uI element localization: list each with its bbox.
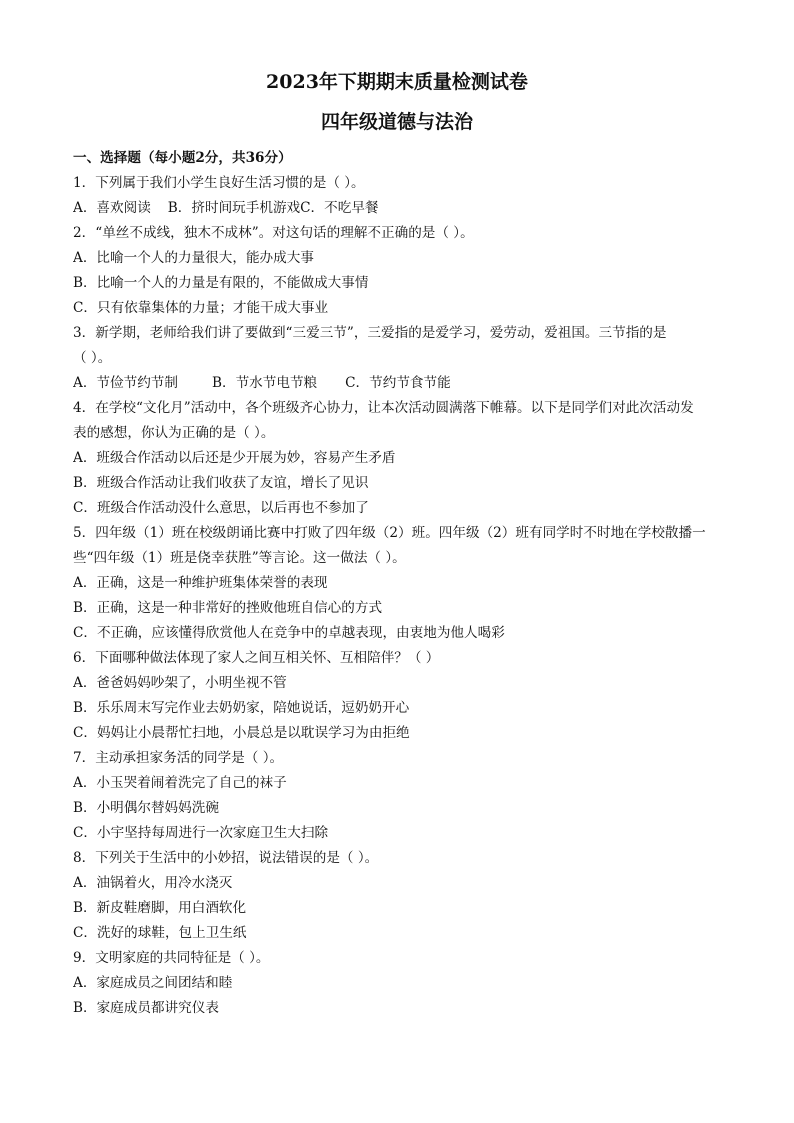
- answer-option: B．节水节电节粮: [211, 375, 318, 391]
- answer-option: C．洗好的球鞋，包上卫生纸: [73, 925, 247, 941]
- question-stem: （ ）。: [73, 350, 112, 366]
- option-row: [73, 196, 725, 221]
- answer-option: C．节约节食节能: [345, 375, 451, 391]
- question-stem: 1．下列属于我们小学生良好生活习惯的是（ ）。: [73, 175, 365, 191]
- question-stem: 5．四年级（1）班在校级朗诵比赛中打败了四年级（2）班。四年级（2）班有同学时不时地在学校散播一: [73, 525, 706, 541]
- answer-option: B．正确，这是一种非常好的挫败他班自信心的方式: [73, 600, 383, 616]
- question-stem: 3．新学期，老师给我们讲了要做到“三爱三节”，三爱指的是爱学习，爱劳动，爱祖国。三节指的是: [73, 325, 667, 341]
- answer-option: B．挤时间玩手机游戏: [167, 200, 301, 216]
- exam-subtitle: 四年级道德与法治: [320, 111, 473, 133]
- answer-option: B．小明偶尔替妈妈洗碗: [73, 800, 219, 816]
- answer-option: B．乐乐周末写完作业去奶奶家，陪她说话，逗奶奶开心: [73, 700, 410, 716]
- answer-option: B．家庭成员都讲究仪表: [73, 1000, 219, 1016]
- question-list: [73, 146, 725, 1021]
- question-stem: 4．在学校“文化月”活动中，各个班级齐心协力，让本次活动圆满落下帷幕。以下是同学们对此次活动发: [73, 400, 694, 416]
- option-row: [73, 371, 725, 396]
- answer-option: A．正确，这是一种维护班集体荣誉的表现: [73, 575, 328, 591]
- answer-option: A．小玉哭着闹着洗完了自己的袜子: [73, 775, 287, 791]
- answer-option: A．家庭成员之间团结和睦: [73, 975, 233, 991]
- answer-option: C．小宇坚持每周进行一次家庭卫生大扫除: [73, 825, 329, 841]
- answer-option: A．喜欢阅读: [73, 200, 151, 216]
- question-stem: 些“四年级（1）班是侥幸获胜”等言论。这一做法（ ）。: [73, 550, 406, 566]
- answer-option: C．不正确，应该懂得欣赏他人在竞争中的卓越表现，由衷地为他人喝彩: [73, 625, 505, 641]
- answer-option: A．班级合作活动以后还是少开展为妙，容易产生矛盾: [73, 450, 396, 466]
- question-stem: 9．文明家庭的共同特征是（ ）。: [73, 950, 270, 966]
- answer-option: A．油锅着火，用冷水浇灭: [73, 875, 233, 891]
- answer-option: B．比喻一个人的力量是有限的，不能做成大事情: [73, 275, 369, 291]
- section-heading: 一、选择题（每小题2分，共36分）: [73, 150, 292, 166]
- answer-option: C．班级合作活动没什么意思，以后再也不参加了: [73, 500, 369, 516]
- answer-option: B．新皮鞋磨脚，用白酒软化: [73, 900, 247, 916]
- question-stem: 6．下面哪种做法体现了家人之间互相关怀、互相陪伴？（ ）: [73, 650, 440, 666]
- exam-title: 2023年下期期末质量检测试卷: [266, 71, 528, 93]
- answer-option: A．爸爸妈妈吵架了，小明坐视不管: [73, 675, 287, 691]
- answer-option: C．不吃早餐: [300, 200, 379, 216]
- answer-option: C．只有依靠集体的力量；才能干成大事业: [73, 300, 329, 316]
- question-stem: 7．主动承担家务活的同学是（ ）。: [73, 750, 284, 766]
- answer-option: B．班级合作活动让我们收获了友谊，增长了见识: [73, 475, 369, 491]
- question-stem: 表的感想，你认为正确的是（ ）。: [73, 425, 275, 441]
- answer-option: C．妈妈让小晨帮忙扫地，小晨总是以耽误学习为由拒绝: [73, 725, 410, 741]
- answer-option: A．节俭节约节制: [73, 375, 178, 391]
- answer-option: A．比喻一个人的力量很大，能办成大事: [73, 250, 314, 266]
- question-stem: 2．“单丝不成线，独木不成林”。对这句话的理解不正确的是（ ）。: [73, 225, 474, 241]
- question-stem: 8．下列关于生活中的小妙招，说法错误的是（ ）。: [73, 850, 379, 866]
